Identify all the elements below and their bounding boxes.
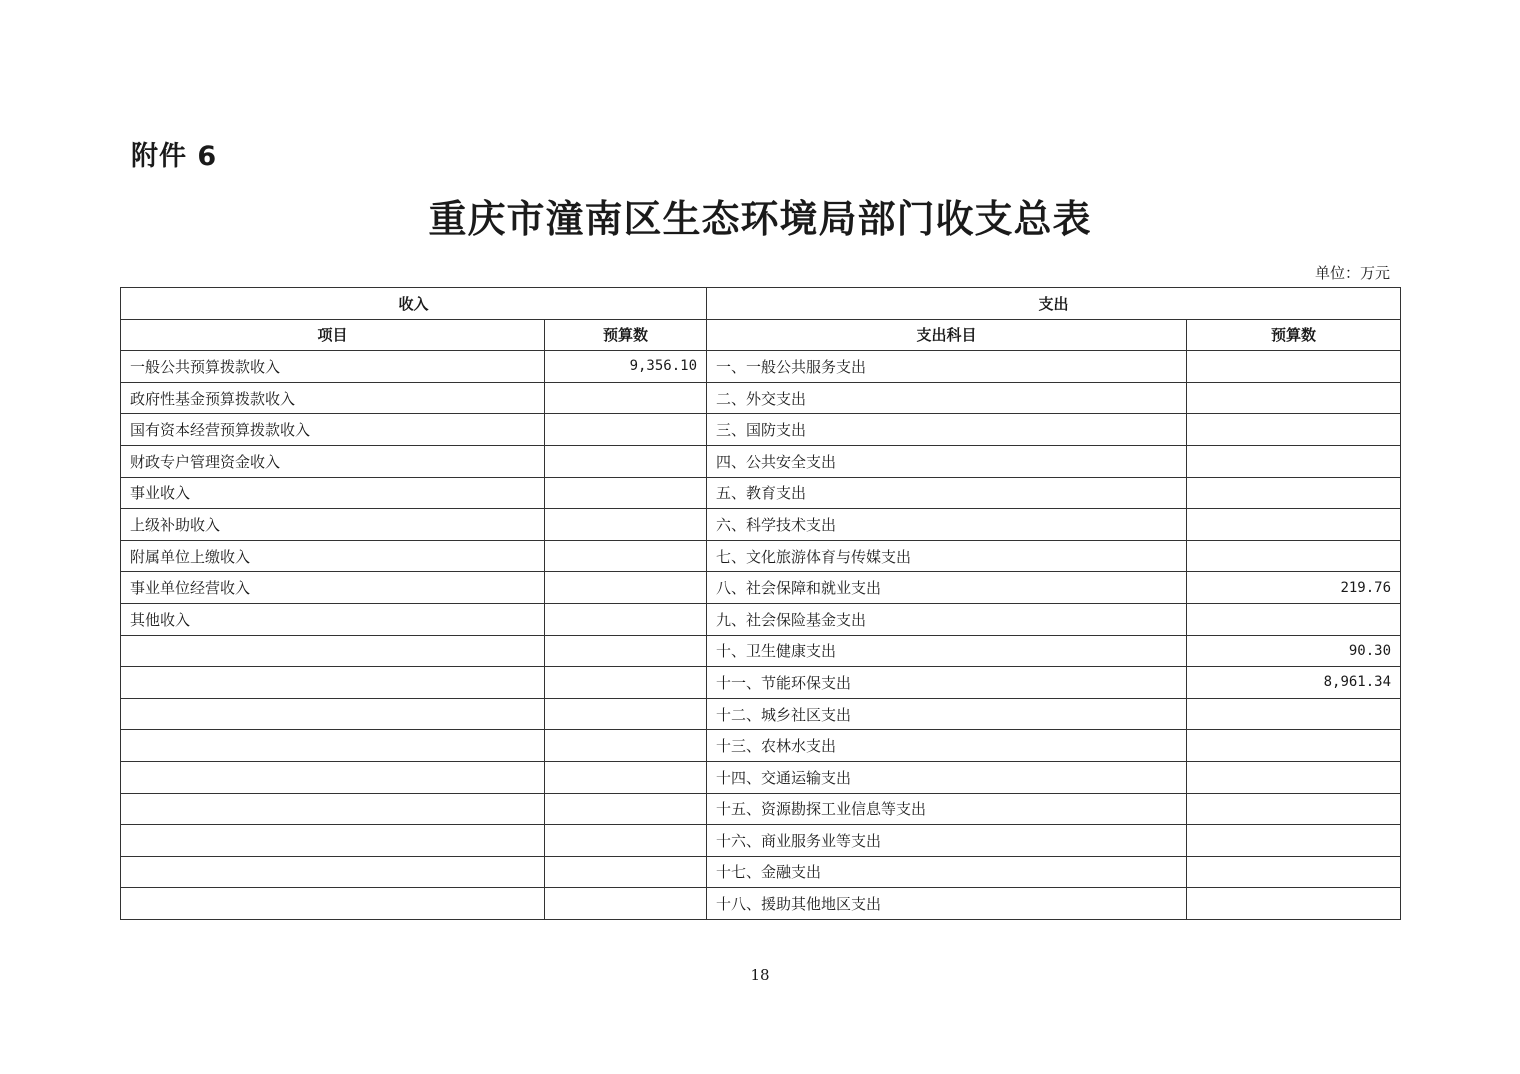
expense-item-cell: 十一、节能环保支出	[707, 667, 1187, 699]
income-value-cell	[545, 667, 707, 699]
income-value-cell	[545, 698, 707, 730]
expense-item-cell: 十二、城乡社区支出	[707, 698, 1187, 730]
expense-item-cell: 七、文化旅游体育与传媒支出	[707, 540, 1187, 572]
income-item-cell	[121, 635, 545, 667]
income-item-cell	[121, 856, 545, 888]
column-header-expense-item: 支出科目	[707, 319, 1187, 351]
table-row	[121, 888, 1401, 920]
income-value-cell	[545, 825, 707, 857]
income-value-cell	[545, 572, 707, 604]
income-item-cell	[121, 667, 545, 699]
column-header-income-budget: 预算数	[545, 319, 707, 351]
expense-section-header: 支出	[707, 288, 1401, 320]
income-item-cell: 政府性基金预算拨款收入	[121, 382, 545, 414]
income-item-cell: 一般公共预算拨款收入	[121, 351, 545, 383]
income-item-cell	[121, 793, 545, 825]
income-value-cell	[545, 856, 707, 888]
table-row	[121, 698, 1401, 730]
income-item-cell: 财政专户管理资金收入	[121, 445, 545, 477]
table-row	[121, 540, 1401, 572]
income-item-cell	[121, 698, 545, 730]
table-row	[121, 382, 1401, 414]
income-item-cell: 附属单位上缴收入	[121, 540, 545, 572]
table-row	[121, 477, 1401, 509]
income-value-cell	[545, 603, 707, 635]
column-header-row	[121, 319, 1401, 351]
income-item-cell: 其他收入	[121, 603, 545, 635]
expense-value-cell	[1187, 509, 1401, 541]
expense-value-cell	[1187, 856, 1401, 888]
income-value-cell	[545, 382, 707, 414]
expense-item-cell: 五、教育支出	[707, 477, 1187, 509]
income-item-cell	[121, 825, 545, 857]
income-item-cell	[121, 730, 545, 762]
expense-item-cell: 十五、资源勘探工业信息等支出	[707, 793, 1187, 825]
unit-label: 单位：万元	[1314, 264, 1390, 282]
expense-value-cell: 90.30	[1187, 635, 1401, 667]
income-value-cell	[545, 540, 707, 572]
income-value-cell: 9,356.10	[545, 351, 707, 383]
expense-item-cell: 十四、交通运输支出	[707, 761, 1187, 793]
page-number: 18	[750, 966, 770, 984]
expense-item-cell: 九、社会保险基金支出	[707, 603, 1187, 635]
expense-item-cell: 十三、农林水支出	[707, 730, 1187, 762]
expense-value-cell	[1187, 414, 1401, 446]
section-header-row	[121, 288, 1401, 320]
income-value-cell	[545, 730, 707, 762]
budget-table	[120, 287, 1401, 920]
attachment-label: 附件 6	[131, 141, 218, 172]
expense-value-cell	[1187, 698, 1401, 730]
column-header-item: 项目	[121, 319, 545, 351]
income-item-cell	[121, 761, 545, 793]
income-value-cell	[545, 761, 707, 793]
expense-value-cell	[1187, 793, 1401, 825]
expense-value-cell	[1187, 445, 1401, 477]
expense-item-cell: 八、社会保障和就业支出	[707, 572, 1187, 604]
income-item-cell: 国有资本经营预算拨款收入	[121, 414, 545, 446]
income-item-cell: 事业收入	[121, 477, 545, 509]
expense-item-cell: 十六、商业服务业等支出	[707, 825, 1187, 857]
expense-item-cell: 十七、金融支出	[707, 856, 1187, 888]
table-row	[121, 793, 1401, 825]
income-item-cell: 事业单位经营收入	[121, 572, 545, 604]
table-row	[121, 635, 1401, 667]
expense-value-cell: 8,961.34	[1187, 667, 1401, 699]
expense-item-cell: 四、公共安全支出	[707, 445, 1187, 477]
expense-value-cell	[1187, 477, 1401, 509]
table-row	[121, 667, 1401, 699]
expense-value-cell	[1187, 761, 1401, 793]
table-row	[121, 825, 1401, 857]
income-value-cell	[545, 445, 707, 477]
income-section-header: 收入	[121, 288, 707, 320]
income-value-cell	[545, 509, 707, 541]
expense-item-cell: 六、科学技术支出	[707, 509, 1187, 541]
income-value-cell	[545, 635, 707, 667]
column-header-expense-budget: 预算数	[1187, 319, 1401, 351]
table-row	[121, 445, 1401, 477]
page-title: 重庆市潼南区生态环境局部门收支总表	[428, 196, 1092, 241]
expense-value-cell	[1187, 888, 1401, 920]
income-value-cell	[545, 888, 707, 920]
table-row	[121, 414, 1401, 446]
table-row	[121, 761, 1401, 793]
expense-item-cell: 十八、援助其他地区支出	[707, 888, 1187, 920]
expense-item-cell: 二、外交支出	[707, 382, 1187, 414]
expense-item-cell: 十、卫生健康支出	[707, 635, 1187, 667]
income-item-cell	[121, 888, 545, 920]
expense-value-cell	[1187, 603, 1401, 635]
expense-value-cell	[1187, 825, 1401, 857]
table-body	[121, 351, 1401, 920]
expense-value-cell	[1187, 730, 1401, 762]
expense-value-cell	[1187, 382, 1401, 414]
expense-value-cell	[1187, 351, 1401, 383]
income-value-cell	[545, 793, 707, 825]
table-row	[121, 572, 1401, 604]
table-row	[121, 351, 1401, 383]
table-row	[121, 856, 1401, 888]
table-row	[121, 509, 1401, 541]
expense-item-cell: 三、国防支出	[707, 414, 1187, 446]
expense-item-cell: 一、一般公共服务支出	[707, 351, 1187, 383]
income-value-cell	[545, 477, 707, 509]
income-value-cell	[545, 414, 707, 446]
table-row	[121, 730, 1401, 762]
income-item-cell: 上级补助收入	[121, 509, 545, 541]
expense-value-cell	[1187, 540, 1401, 572]
expense-value-cell: 219.76	[1187, 572, 1401, 604]
table-row	[121, 603, 1401, 635]
